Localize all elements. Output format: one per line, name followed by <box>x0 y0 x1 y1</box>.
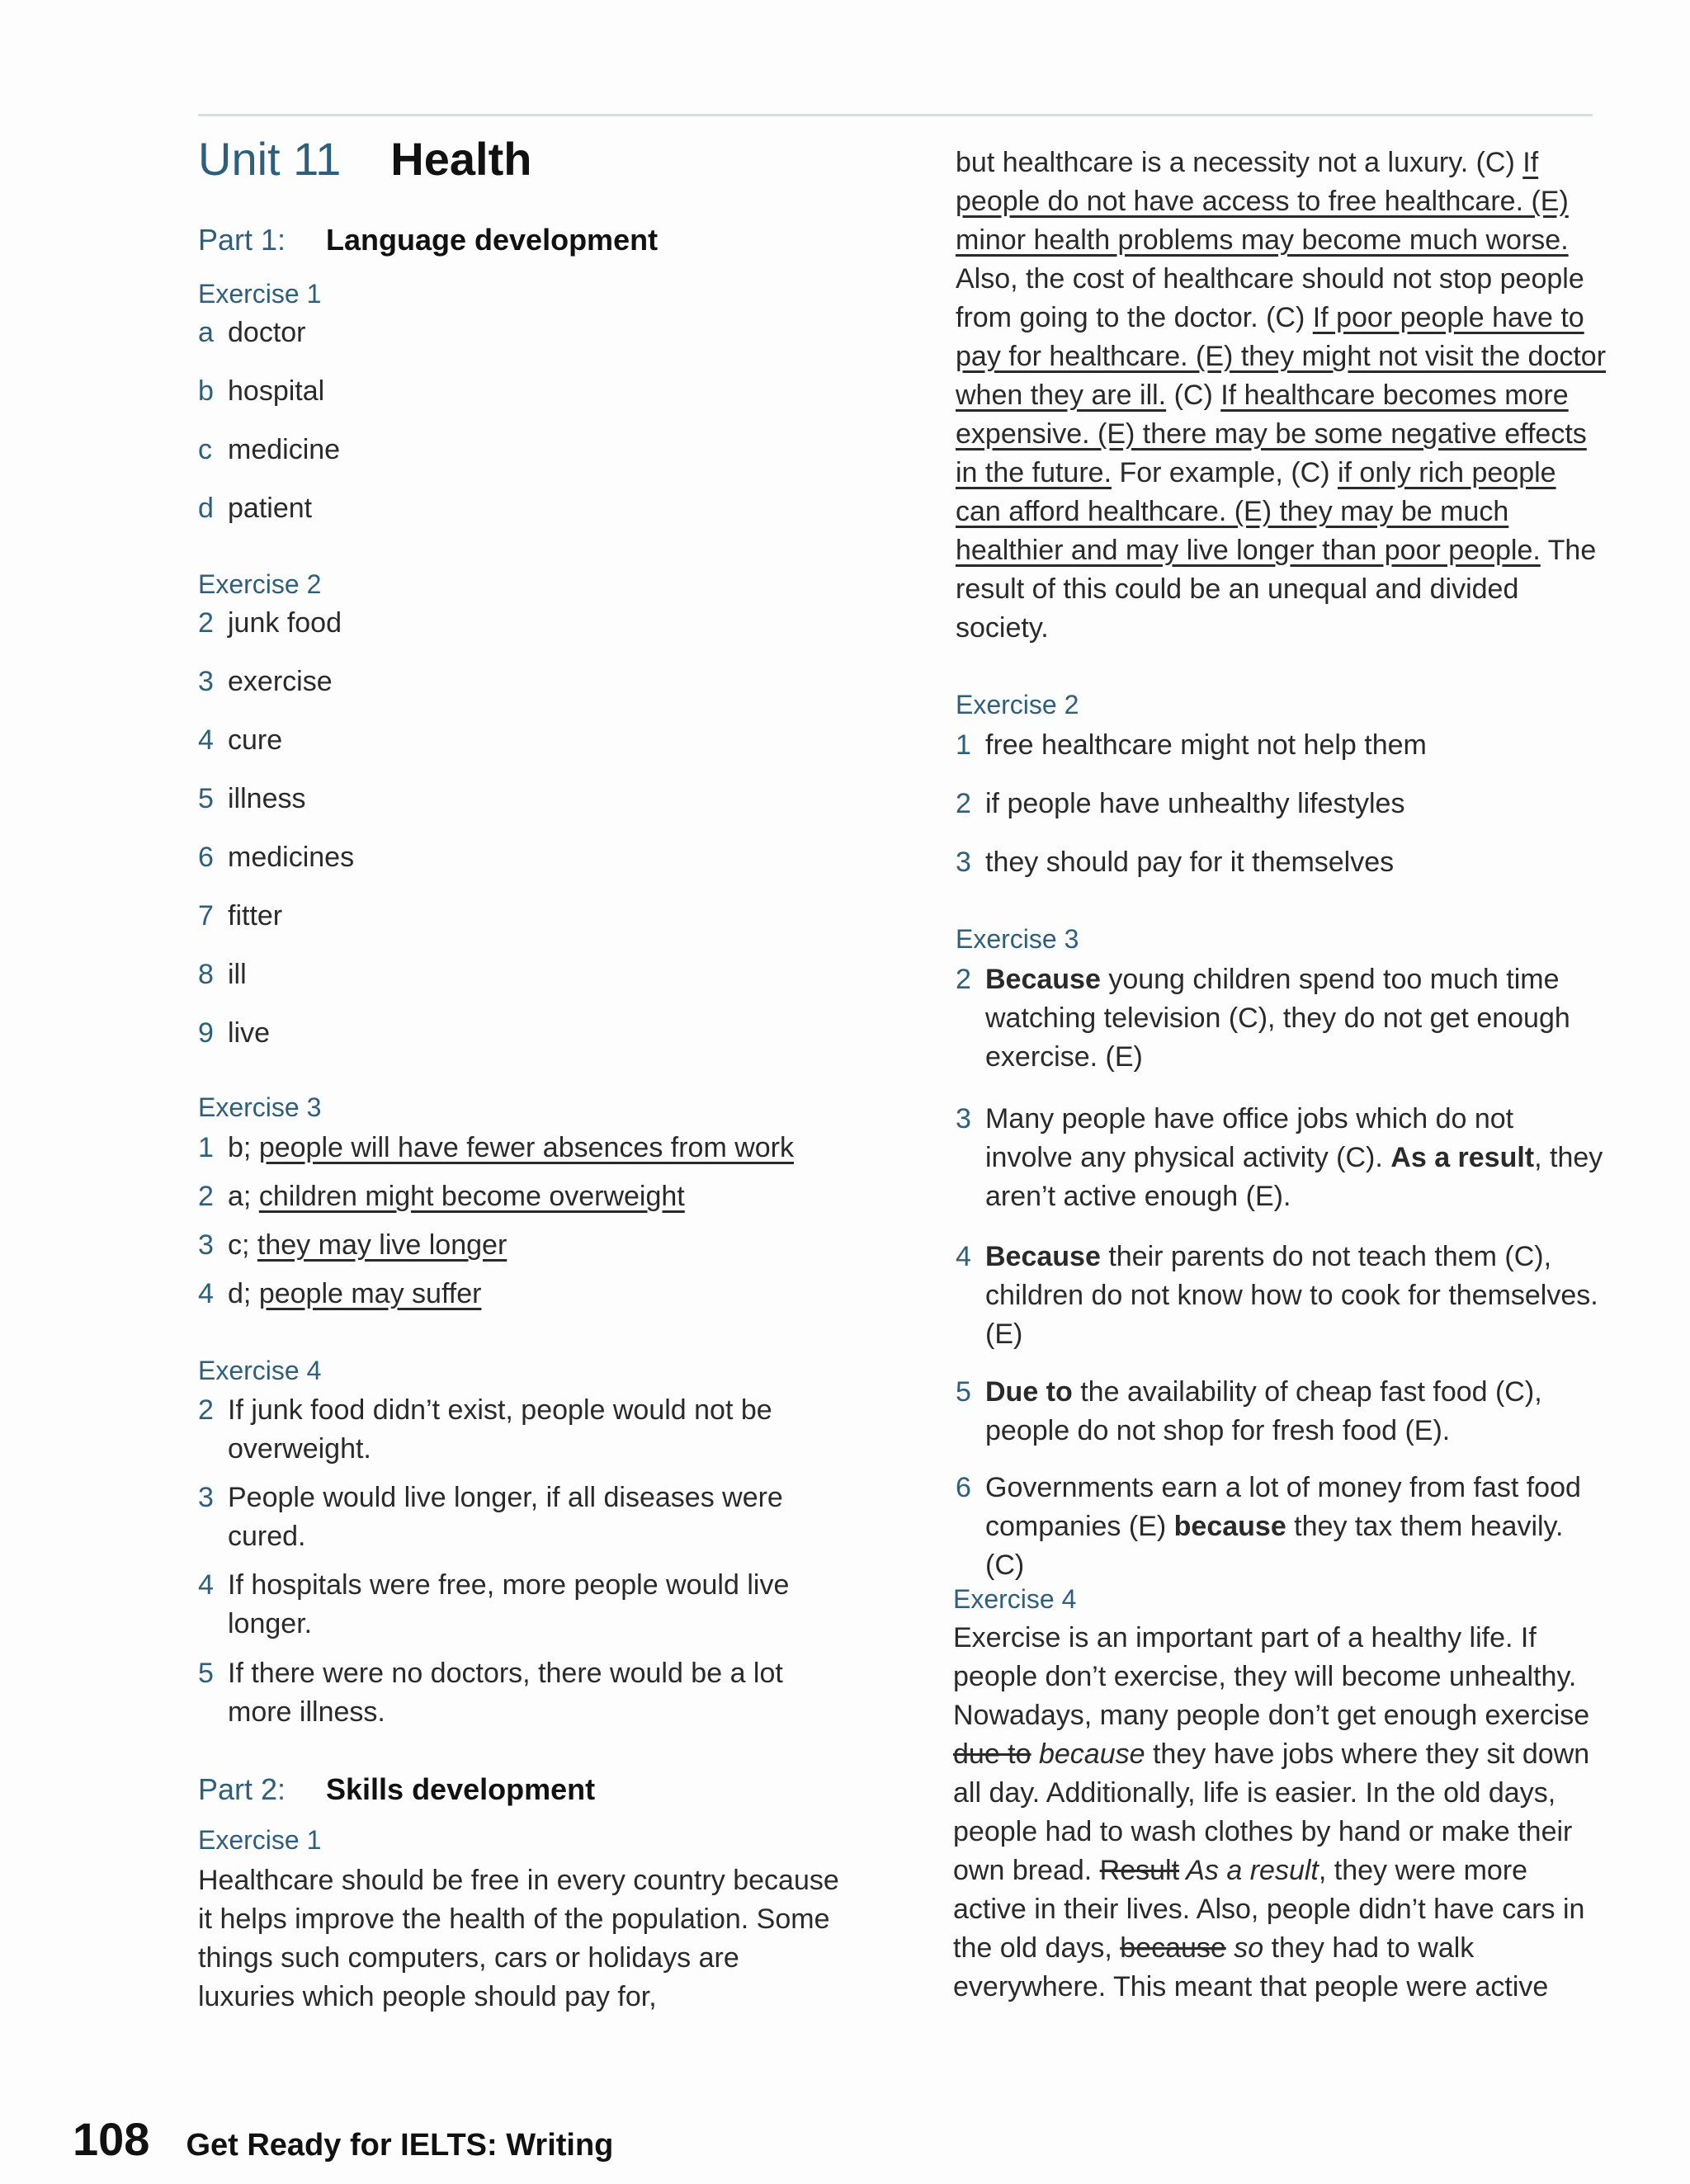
item-text <box>198 1275 842 1314</box>
list-item <box>198 721 842 760</box>
list-item <box>198 604 842 643</box>
part2-name: Skills development <box>326 1772 596 1806</box>
item-number: 8 <box>198 959 214 990</box>
item-number: 3 <box>198 1229 214 1261</box>
list-item <box>956 785 1607 823</box>
corrected-word: As a result <box>1179 1855 1319 1886</box>
struck-word: due to <box>953 1738 1031 1770</box>
list-item <box>956 1373 1607 1450</box>
item-number: a <box>198 317 214 348</box>
answer-letter: c; <box>228 1229 257 1261</box>
text-run: , they were more active in their lives. Also, people didn’t have cars in the old days, <box>953 1855 1585 1964</box>
answer-letter: d; <box>228 1278 259 1309</box>
text-run: they have jobs where they sit down all day. Additionally, life is easier. In the old days, people had to wash clothes by hand or make their own bread. <box>953 1738 1590 1886</box>
text-run: Exercise is an important part of a healthy life. If people don’t exercise, they will become unhealthy. Nowadays, many people don’t get enough exercise <box>953 1622 1590 1731</box>
item-number: 9 <box>198 1017 214 1049</box>
list-item <box>198 431 842 469</box>
item-text <box>198 1226 842 1265</box>
list-item <box>198 314 842 352</box>
item-number: 2 <box>956 788 971 819</box>
item-number: 2 <box>198 1394 214 1426</box>
list-item <box>956 1100 1607 1216</box>
p2-ex4-text <box>953 1619 1605 2007</box>
item-number: 2 <box>956 964 971 995</box>
item-text: live <box>228 1017 271 1049</box>
item-text <box>956 1469 1607 1585</box>
item-text <box>956 1373 1607 1450</box>
item-number: 1 <box>198 1132 214 1163</box>
list-item <box>198 897 842 936</box>
underlined-answer: children might become overweight <box>258 1181 685 1212</box>
list-item <box>956 1238 1607 1354</box>
text-run: but healthcare is a necessity not a luxury. (C) <box>956 147 1523 178</box>
item-number: 1 <box>956 729 971 761</box>
text-run: they had to walk everywhere. This meant that people were active <box>953 1932 1549 2002</box>
list-item <box>198 1479 842 1556</box>
item-number: 4 <box>956 1241 971 1272</box>
item-text <box>198 1129 842 1167</box>
list-item <box>956 726 1607 765</box>
corrected-word: because <box>1031 1738 1145 1770</box>
bold-connector: Due to <box>985 1376 1073 1408</box>
item-text: illness <box>228 783 306 814</box>
part2-label: Part 2: <box>198 1772 286 1806</box>
item-number: 6 <box>956 1472 971 1503</box>
unit-name: Health <box>390 133 532 185</box>
item-text: hospital <box>228 375 325 407</box>
p2-ex1-title: Exercise 1 <box>198 1825 322 1855</box>
text-run: Governments earn a lot of money from fast food companies (E) <box>985 1472 1581 1542</box>
part1-heading <box>198 223 658 257</box>
list-item <box>198 663 842 701</box>
text-run: Many people have office jobs which do not involve any physical activity (C). <box>985 1103 1514 1173</box>
item-number: 5 <box>198 1658 214 1689</box>
struck-word: Result <box>1099 1855 1180 1886</box>
page-number: 108 <box>73 2113 150 2165</box>
p2-ex1-text-left: Healthcare should be free in every country because it helps improve the health of the population. Some things such computers, cars or holidays are luxuries which people should pay for, <box>198 1865 839 2012</box>
p2-ex3-title: Exercise 3 <box>956 924 1079 954</box>
item-number: 5 <box>956 1376 971 1408</box>
answer-letter: a; <box>228 1181 259 1212</box>
item-number: 4 <box>198 724 214 756</box>
item-number: c <box>198 434 212 465</box>
corrected-word: so <box>1225 1932 1264 1964</box>
unit-number: Unit 11 <box>198 133 342 185</box>
item-number: 4 <box>198 1278 214 1309</box>
list-item <box>956 843 1607 882</box>
p2-ex2-title: Exercise 2 <box>956 690 1079 719</box>
struck-word: because <box>1120 1932 1226 1964</box>
item-number: b <box>198 375 214 407</box>
text-run: (C) <box>1166 380 1221 411</box>
list-item <box>956 960 1607 1077</box>
list-item <box>956 1469 1607 1585</box>
item-number: 7 <box>198 900 214 932</box>
underlined-answer: people will have fewer absences from work <box>258 1132 795 1163</box>
item-text <box>198 1177 842 1216</box>
p1-ex3-title: Exercise 3 <box>198 1092 322 1122</box>
unit-heading <box>198 132 531 186</box>
p1-ex1-title: Exercise 1 <box>198 279 322 309</box>
list-item <box>198 372 842 411</box>
bold-connector: As a result <box>1390 1142 1535 1173</box>
item-number: 2 <box>198 607 214 639</box>
item-text <box>956 960 1607 1077</box>
item-text: If hospitals were free, more people would live longer. <box>228 1569 790 1639</box>
list-item <box>198 1654 842 1732</box>
text-run: they tax them heavily. (C) <box>985 1511 1564 1581</box>
part1-label: Part 1: <box>198 223 286 257</box>
item-number: 6 <box>198 842 214 873</box>
item-text <box>956 1238 1607 1354</box>
list-item <box>198 1226 842 1265</box>
bold-connector: because <box>1173 1511 1286 1542</box>
item-text: cure <box>228 724 283 756</box>
text-run: , they aren’t active enough (E). <box>985 1142 1603 1212</box>
underlined-answer: they may live longer <box>257 1229 507 1261</box>
text-run: Also, the cost of healthcare should not stop people from going to the doctor. (C) <box>956 263 1584 333</box>
bold-connector: Because <box>985 1241 1101 1272</box>
item-text: exercise <box>228 666 333 697</box>
list-item <box>198 1129 842 1167</box>
item-number: 3 <box>956 847 971 878</box>
page-footer <box>73 2112 613 2166</box>
item-number: 3 <box>198 1482 214 1513</box>
item-text: they should pay for it themselves <box>985 847 1395 878</box>
item-number: 3 <box>956 1103 971 1134</box>
list-item <box>198 780 842 818</box>
item-text: doctor <box>228 317 306 348</box>
item-text <box>956 1100 1607 1216</box>
book-title: Get Ready for IELTS: Writing <box>186 2128 614 2163</box>
list-item <box>198 1275 842 1314</box>
list-item <box>198 489 842 528</box>
item-number: d <box>198 493 214 524</box>
item-text: junk food <box>228 607 342 639</box>
item-text: If junk food didn’t exist, people would not be overweight. <box>228 1394 772 1465</box>
list-item <box>198 838 842 877</box>
part1-name: Language development <box>326 223 659 257</box>
text-run: the availability of cheap fast food (C), people do not shop for fresh food (E). <box>985 1376 1542 1446</box>
p2-ex1-text-right <box>956 144 1607 648</box>
item-text: medicine <box>228 434 341 465</box>
text-run: young children spend too much time watching television (C), they do not get enough exercise. (E) <box>985 964 1570 1073</box>
item-text: free healthcare might not help them <box>985 729 1427 761</box>
p2-ex4-title: Exercise 4 <box>953 1584 1077 1614</box>
underlined-clause: If healthcare becomes more expensive. (E) there may be some negative effects in the future. <box>956 380 1587 488</box>
list-item <box>198 1391 842 1469</box>
item-text: ill <box>228 959 247 990</box>
item-text: If there were no doctors, there would be a lot more illness. <box>228 1658 783 1728</box>
answer-letter: b; <box>228 1132 259 1163</box>
underlined-answer: people may suffer <box>258 1278 482 1309</box>
top-rule <box>198 114 1593 116</box>
p1-ex2-title: Exercise 2 <box>198 569 322 599</box>
bold-connector: Because <box>985 964 1101 995</box>
underlined-clause: If poor people have to pay for healthcare. (E) they might not visit the doctor when they are ill. <box>956 302 1607 411</box>
list-item <box>198 955 842 994</box>
item-number: 4 <box>198 1569 214 1601</box>
underlined-clause: If people do not have access to free healthcare. (E) minor health problems may become much worse. <box>956 147 1569 256</box>
item-text: fitter <box>228 900 283 932</box>
text-run: their parents do not teach them (C), children do not know how to cook for themselves. (E) <box>985 1241 1598 1350</box>
p1-ex4-title: Exercise 4 <box>198 1356 322 1385</box>
item-text: if people have unhealthy lifestyles <box>985 788 1405 819</box>
text-run: The result of this could be an unequal and divided society. <box>956 535 1597 644</box>
item-number: 5 <box>198 783 214 814</box>
item-text: patient <box>228 493 313 524</box>
list-item <box>198 1566 842 1644</box>
item-number: 2 <box>198 1181 214 1212</box>
item-text: medicines <box>228 842 355 873</box>
part2-heading <box>198 1772 595 1807</box>
list-item <box>198 1177 842 1216</box>
item-number: 3 <box>198 666 214 697</box>
underlined-clause: if only rich people can afford healthcare. (E) they may be much healthier and may live longer than poor people. <box>956 457 1556 566</box>
item-text: People would live longer, if all diseases were cured. <box>228 1482 783 1552</box>
text-run: For example, (C) <box>1112 457 1338 488</box>
list-item <box>198 1014 842 1053</box>
